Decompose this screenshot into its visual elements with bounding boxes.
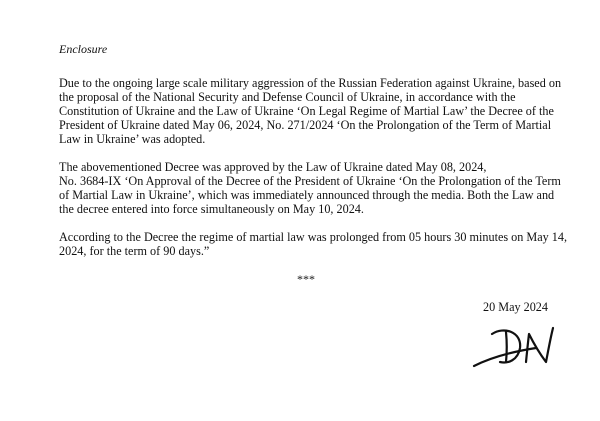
text-line: the decree entered into force simultaneously on May 10, 2024. (59, 202, 364, 217)
text-line: The abovementioned Decree was approved by the Law of Ukraine dated May 08, 2024, (59, 160, 487, 174)
text-line: 2024, for the term of 90 days.” (59, 244, 210, 259)
handwritten-signature-icon (470, 318, 570, 374)
text-line: Law in Ukraine’ was adopted. (59, 132, 206, 147)
text-line: Due to the ongoing large scale military aggression of the Russian Federation against Ukraine, based on (59, 76, 562, 90)
text-line: According to the Decree the regime of martial law was prolonged from 05 hours 30 minutes on May 14, (59, 230, 568, 244)
paragraph-martial-law-term (59, 230, 579, 258)
paragraph-decree-approval (59, 160, 579, 216)
text-line: of Martial Law in Ukraine’, which was immediately announced through the media. Both the Law and (59, 188, 555, 203)
section-separator: *** (297, 272, 315, 286)
text-line: President of Ukraine dated May 06, 2024, No. 271/2024 ‘On the Prolongation of the Term of Martial (59, 118, 552, 133)
document-date: 20 May 2024 (483, 300, 548, 314)
enclosure-heading: Enclosure (59, 42, 108, 56)
paragraph-decree-adoption (59, 76, 579, 146)
text-line: Constitution of Ukraine and the Law of Ukraine ‘On Legal Regime of Martial Law’ the Decree of the (59, 104, 554, 119)
text-line: No. 3684-IX ‘On Approval of the Decree of the President of Ukraine ‘On the Prolongation of the Term (59, 174, 561, 189)
text-line: the proposal of the National Security and Defense Council of Ukraine, in accordance with the (59, 90, 516, 105)
